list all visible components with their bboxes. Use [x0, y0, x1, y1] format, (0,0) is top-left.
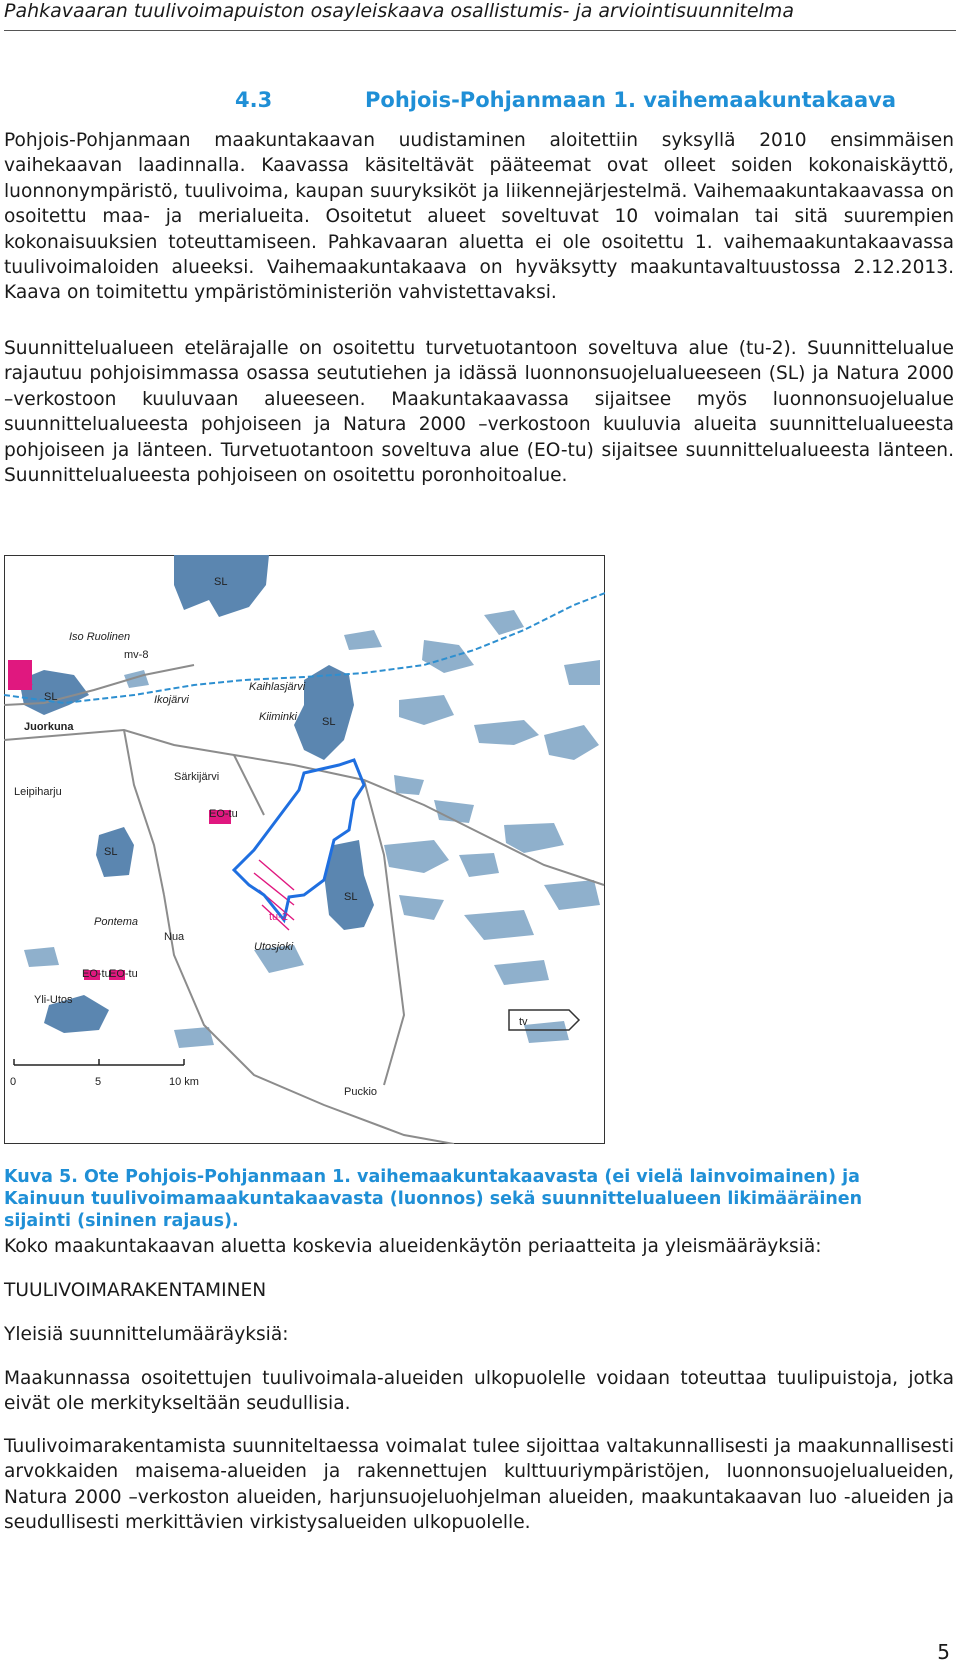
map-label-kaihlasjarvi: Kaihlasjärvi: [249, 681, 306, 693]
section-title: Pohjois-Pohjanmaan 1. vaihemaakuntakaava: [365, 88, 896, 112]
map-label-kiiminki: Kiiminki: [259, 711, 297, 723]
map-label-iso-ruolinen: Iso Ruolinen: [69, 631, 131, 643]
regional-plan-map: [4, 555, 605, 1144]
section-number: 4.3: [235, 88, 273, 112]
map-label-tv: tv: [519, 1016, 528, 1028]
page-number: 5: [937, 1640, 950, 1664]
map-label-sl-4: SL: [104, 846, 118, 858]
scale-label-10-km: 10 km: [169, 1076, 199, 1088]
paragraph-6: Maakunnassa osoitettujen tuulivoimala-alueiden ulkopuolelle voidaan toteuttaa tuulipuistoja, jotka eivät ole merkitykseltään seudullisia.: [4, 1368, 954, 1415]
figure-caption: Kuva 5. Ote Pohjois-Pohjanmaan 1. vaihemaakuntakaavasta (ei vielä lainvoimainen) ja Kainuun tuulivoimamaakuntakaavasta (luonnos) sekä suunnittelualueen likimääräinen sijainti (sininen rajaus).: [4, 1167, 863, 1231]
paragraph-5: Yleisiä suunnittelumääräyksiä:: [4, 1324, 289, 1345]
map-label-sl-2: SL: [322, 716, 336, 728]
map-label-juorkuna: Juorkuna: [24, 721, 74, 733]
map-label-puckio: Puckio: [344, 1086, 378, 1098]
map-label-eotu-1: EO-tu: [209, 808, 238, 820]
map-label-tu2: tu-2: [269, 911, 288, 923]
document-header-title: Pahkavaaran tuulivoimapuiston osayleiskaava osallistumis- ja arviointisuunnitelma: [4, 0, 794, 22]
header-divider: [4, 30, 956, 31]
map-label-eotu-2: EO-tu: [82, 968, 111, 980]
map-label-utosjoki: Utosjoki: [254, 941, 294, 953]
map-label-sl-5: SL: [344, 891, 358, 903]
map-label-sl-1: SL: [214, 576, 228, 588]
map-label-pontema: Pontema: [94, 916, 139, 928]
paragraph-2: Suunnittelualueen etelärajalle on osoitettu turvetuotantoon soveltuva alue (tu-2). Suunnittelualue rajautuu pohjoisimmassa osassa seututiehen ja idässä luonnonsuojelualueeseen (SL) ja Natura 2000 –verkostoon kuuluvaan alueeseen. Maakuntakaavassa sijaitsee myös luonnonsuojelualue suunnittelualueesta pohjoiseen ja Natura 2000 –verkostoon kuuluvia alueita suunnittelualueesta pohjoiseen ja länteen. Turvetuotantoon soveltuva alue (EO-tu) sijaitsee suunnittelualueesta länteen. Suunnittelualueesta pohjoiseen on osoitettu poronhoitoalue.: [4, 338, 954, 487]
map-label-sarkijarvi: Särkijärvi: [174, 771, 220, 783]
scale-label-5: 5: [95, 1076, 102, 1088]
map-label-nua: Nua: [164, 931, 185, 943]
paragraph-7: Tuulivoimarakentamista suunniteltaessa voimalat tulee sijoittaa valtakunnallisesti ja maakunnallisesti arvokkaiden maisema-alueiden ja rakennettujen kulttuuriympäristöjen, luonnonsuojelualueiden, Natura 2000 –verkoston alueiden, harjunsuojeluohjelman alueiden, maakuntakaavan luo -alueiden ja seudullisesti merkittävien virkistysalueiden ulkopuolelle.: [4, 1436, 954, 1534]
scale-label-0: 0: [10, 1076, 17, 1088]
paragraph-4: TUULIVOIMARAKENTAMINEN: [4, 1280, 267, 1301]
map-label-eotu-3: EO-tu: [109, 968, 138, 980]
paragraph-1: Pohjois-Pohjanmaan maakuntakaavan uudistaminen aloitettiin syksyllä 2010 ensimmäisen vaihekaavan laadinnalla. Kaavassa käsiteltävät pääteemat ovat olleet soiden kokonaiskäyttö, luonnonympäristö, tuulivoima, kaupan suuryksiköt ja liikennejärjestelmä. Vaihemaakuntakaavassa on osoitettu maa- ja merialueita. Osoitetut alueet soveltuvat 10 voimalan tai sitä suurempien kokonaisuuksien toteuttamiseen. Pahkavaaran aluetta ei ole osoitettu 1. vaihemaakuntakaavassa tuulivoimaloiden alueeksi. Vaihemaakuntakaava on hyväksytty maakuntavaltuustossa 2.12.2013. Kaava on toimitettu ympäristöministeriön vahvistettavaksi.: [4, 130, 954, 304]
map-label-yli-utos: Yli-Utos: [34, 994, 73, 1006]
map-label-ikojarvi: Ikojärvi: [154, 694, 189, 706]
paragraph-3: Koko maakuntakaavan aluetta koskevia alueidenkäytön periaatteita ja yleismääräyksiä:: [4, 1236, 822, 1257]
map-label-leipiharju: Leipiharju: [14, 786, 62, 798]
map-label-mv8: mv-8: [124, 649, 149, 661]
map-label-sl-3: SL: [44, 691, 58, 703]
map-label-tu1: tu-1: [14, 676, 33, 688]
